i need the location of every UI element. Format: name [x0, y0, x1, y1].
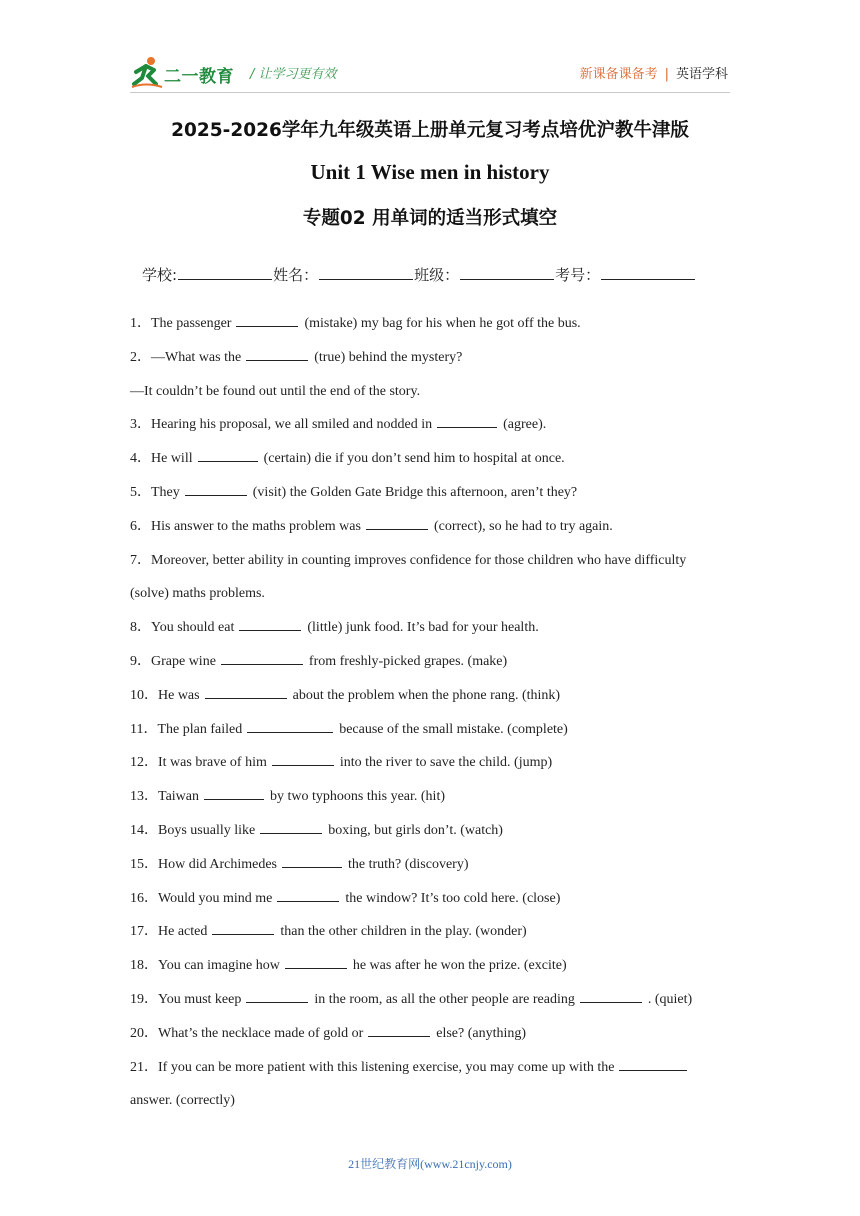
- question-text: the truth? (discovery): [347, 856, 469, 872]
- question-text: 18．You can imagine how: [130, 958, 280, 974]
- question-text: 8．You should eat: [130, 620, 235, 636]
- runner-logo-icon: [130, 56, 164, 90]
- header-divider: [130, 92, 730, 93]
- question-line: [130, 820, 732, 854]
- question-text: 10．He was: [130, 687, 200, 703]
- question-list: [130, 313, 732, 1124]
- class-blank[interactable]: [460, 264, 554, 280]
- question-text: (true) behind the mystery?: [314, 349, 463, 365]
- logo: [130, 56, 246, 90]
- question-line: [130, 347, 732, 381]
- answer-blank[interactable]: [204, 786, 264, 800]
- question-text: 7．Moreover, better ability in counting improves confidence for those children who have difficulty: [130, 552, 687, 568]
- question-line: [130, 1057, 732, 1091]
- question-text: (visit) the Golden Gate Bridge this afternoon, aren’t they?: [252, 484, 578, 500]
- header-subject: 英语学科: [675, 67, 728, 82]
- answer-blank[interactable]: [368, 1023, 430, 1037]
- answer-blank[interactable]: [277, 888, 339, 902]
- document-title: 2025-2026学年九年级英语上册单元复习考点培优沪教牛津版: [171, 120, 689, 141]
- question-text: than the other children in the play. (wonder): [280, 924, 527, 940]
- answer-blank[interactable]: [198, 448, 258, 462]
- page-footer: 21世纪教育网(www.21cnjy.com): [348, 1157, 512, 1171]
- question-text: in the room, as all the other people are reading: [314, 991, 575, 1007]
- answer-blank[interactable]: [437, 414, 497, 428]
- answer-blank[interactable]: [580, 989, 642, 1003]
- question-line: [130, 313, 732, 347]
- answer-blank[interactable]: [272, 752, 334, 766]
- logo-text: 二一教育: [164, 67, 234, 87]
- question-text: —It couldn’t be found out until the end of the story.: [130, 383, 421, 399]
- question-line: [130, 550, 732, 584]
- question-line: [130, 1023, 732, 1057]
- question-line: [130, 381, 732, 415]
- answer-blank[interactable]: [260, 820, 322, 834]
- topic-title: 专题02 用单词的适当形式填空: [302, 208, 558, 229]
- answer-blank[interactable]: [239, 617, 301, 631]
- question-text: (little) junk food. It’s bad for your health.: [307, 620, 539, 636]
- question-line: [130, 685, 732, 719]
- question-text: 6．His answer to the maths problem was: [130, 518, 361, 534]
- question-text: 20．What’s the necklace made of gold or: [130, 1025, 364, 1041]
- unit-title: Unit 1 Wise men in history: [310, 160, 550, 184]
- question-line: [130, 516, 732, 550]
- question-text: (certain) die if you don’t send him to hospital at once.: [263, 451, 565, 467]
- question-line: [130, 583, 732, 617]
- question-text: 13．Taiwan: [130, 789, 200, 805]
- question-line: [130, 989, 732, 1023]
- school-label: 学校:: [142, 266, 178, 284]
- question-text: 3．Hearing his proposal, we all smiled and nodded in: [130, 417, 433, 433]
- question-text: . (quiet): [647, 991, 693, 1007]
- answer-blank[interactable]: [205, 685, 287, 699]
- answer-blank[interactable]: [185, 482, 247, 496]
- question-line: [130, 651, 732, 685]
- question-line: [130, 921, 732, 955]
- question-line: [130, 448, 732, 482]
- student-info-row: [142, 264, 696, 285]
- question-text: (correct), so he had to try again.: [433, 518, 613, 534]
- question-text: 12．It was brave of him: [130, 755, 267, 771]
- header-right: [580, 63, 728, 82]
- question-text: into the river to save the child. (jump): [339, 755, 553, 771]
- question-line: [130, 854, 732, 888]
- answer-blank[interactable]: [366, 516, 428, 530]
- question-text: 14．Boys usually like: [130, 822, 256, 838]
- answer-blank[interactable]: [246, 347, 308, 361]
- header-separator: |: [664, 67, 669, 82]
- question-text: from freshly-picked grapes. (make): [308, 653, 508, 669]
- question-text: 11．The plan failed: [130, 721, 243, 737]
- class-label: 班级：: [414, 266, 460, 284]
- question-text: by two typhoons this year. (hit): [270, 789, 446, 805]
- question-text: boxing, but girls don’t. (watch): [328, 822, 503, 838]
- question-text: he was after he won the prize. (excite): [352, 958, 567, 974]
- question-text: (agree).: [503, 417, 547, 433]
- question-line: [130, 719, 732, 753]
- question-text: else? (anything): [436, 1025, 527, 1041]
- question-line: [130, 786, 732, 820]
- answer-blank[interactable]: [246, 989, 308, 1003]
- answer-blank[interactable]: [285, 955, 347, 969]
- question-text: 15．How did Archimedes: [130, 856, 277, 872]
- question-line: [130, 752, 732, 786]
- question-text: 5．They: [130, 484, 180, 500]
- question-text: about the problem when the phone rang. (think): [292, 687, 561, 703]
- question-text: (solve) maths problems.: [130, 586, 265, 602]
- question-text: 21．If you can be more patient with this listening exercise, you may come up with the: [130, 1059, 615, 1075]
- number-label: 考号：: [555, 266, 601, 284]
- question-text: because of the small mistake. (complete): [339, 721, 568, 737]
- question-text: (mistake) my bag for his when he got off the bus.: [304, 316, 581, 331]
- question-text: 1．The passenger: [130, 316, 232, 331]
- question-text: answer. (correctly): [130, 1093, 235, 1109]
- question-line: [130, 955, 732, 989]
- name-blank[interactable]: [319, 264, 413, 280]
- question-line: [130, 888, 732, 922]
- question-text: the window? It’s too cold here. (close): [345, 890, 561, 906]
- question-line: [130, 617, 732, 651]
- question-line: [130, 1090, 732, 1124]
- answer-blank[interactable]: [619, 1057, 687, 1071]
- header-brand: 新课备课备考: [579, 67, 658, 82]
- number-blank[interactable]: [601, 264, 695, 280]
- question-text: 19．You must keep: [130, 991, 242, 1007]
- school-blank[interactable]: [178, 264, 272, 280]
- name-label: 姓名：: [273, 266, 319, 284]
- question-text: 16．Would you mind me: [130, 890, 273, 906]
- answer-blank[interactable]: [282, 854, 342, 868]
- question-line: [130, 482, 732, 516]
- slogan: / 让学习更有效: [250, 67, 337, 82]
- question-line: [130, 414, 732, 448]
- answer-blank[interactable]: [236, 313, 298, 327]
- page-header: [130, 54, 730, 94]
- question-text: 2．—What was the: [130, 349, 242, 365]
- question-text: 9．Grape wine: [130, 653, 216, 669]
- answer-blank[interactable]: [212, 921, 274, 935]
- question-text: 17．He acted: [130, 924, 208, 940]
- answer-blank[interactable]: [247, 719, 333, 733]
- answer-blank[interactable]: [221, 651, 303, 665]
- question-text: 4．He will: [130, 451, 193, 467]
